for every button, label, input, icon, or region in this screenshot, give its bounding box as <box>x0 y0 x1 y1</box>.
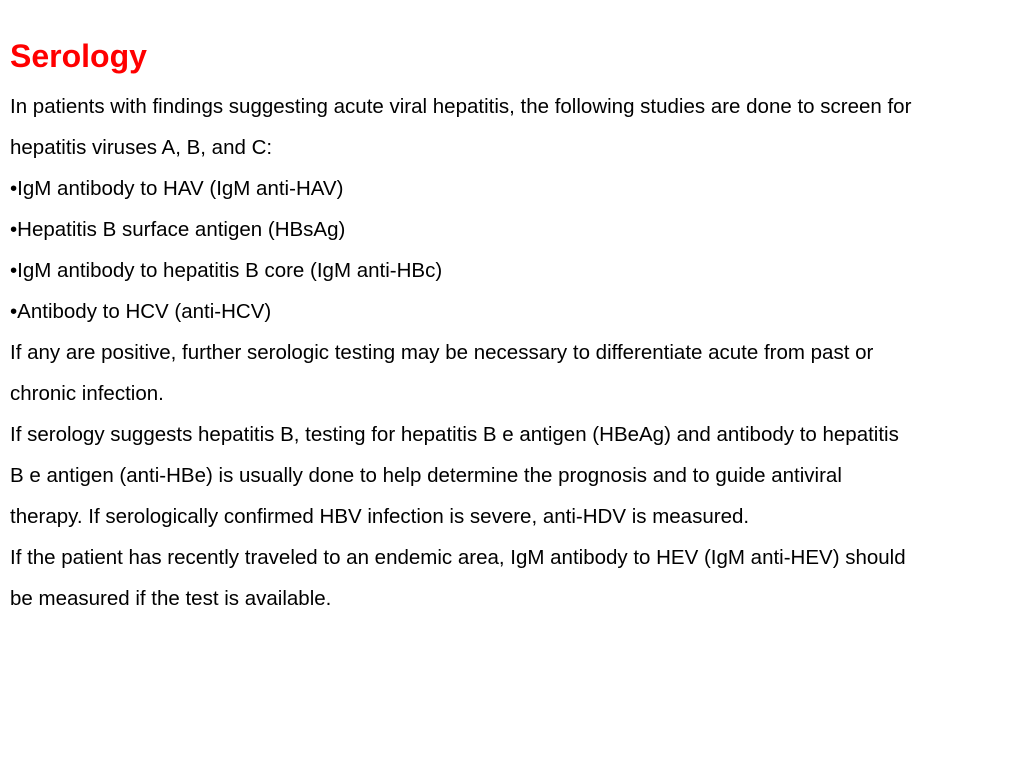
positive-text-line-2: chronic infection. <box>10 382 164 405</box>
bullet-igm-anti-hav: •IgM antibody to HAV (IgM anti-HAV) <box>10 177 344 200</box>
hepb-text-line-3: therapy. If serologically confirmed HBV infection is severe, anti-HDV is measured. <box>10 505 750 528</box>
slide-body <box>10 86 1020 619</box>
hepb-text-line-2: B e antigen (anti-HBe) is usually done to help determine the prognosis and to guide antiviral <box>10 464 842 487</box>
intro-line-1: In patients with findings suggesting acute viral hepatitis, the following studies are done to screen for <box>10 95 912 118</box>
bullet-igm-anti-hbc: •IgM antibody to hepatitis B core (IgM anti-HBc) <box>10 259 443 282</box>
bullet-anti-hcv: •Antibody to HCV (anti-HCV) <box>10 300 272 323</box>
bullet-hbsag: •Hepatitis B surface antigen (HBsAg) <box>10 218 346 241</box>
positive-text-line-1: If any are positive, further serologic testing may be necessary to differentiate acute from past or <box>10 341 874 364</box>
hepb-text-line-1: If serology suggests hepatitis B, testing for hepatitis B e antigen (HBeAg) and antibody to hepatitis <box>10 423 899 446</box>
intro-line-2: hepatitis viruses A, B, and C: <box>10 136 273 159</box>
slide-title: Serology <box>10 38 147 74</box>
hev-text-line-1: If the patient has recently traveled to an endemic area, IgM antibody to HEV (IgM anti-HEV) should <box>10 546 906 569</box>
hev-text-line-2: be measured if the test is available. <box>10 587 332 610</box>
